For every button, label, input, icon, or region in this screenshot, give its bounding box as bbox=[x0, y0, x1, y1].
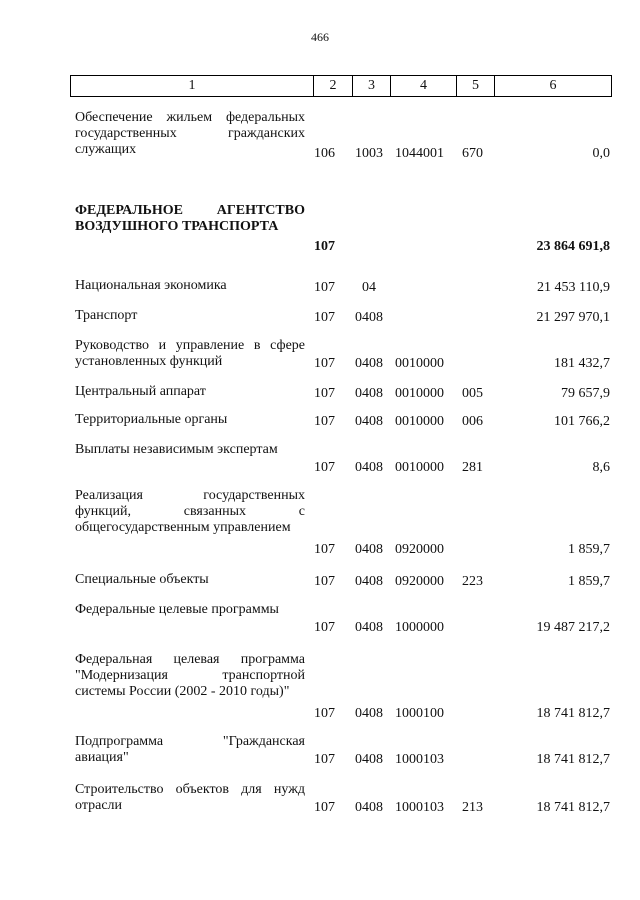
row-expense-type-code: 005 bbox=[462, 386, 483, 401]
row-section-code: 0408 bbox=[355, 356, 383, 371]
row-section-code: 0408 bbox=[355, 800, 383, 815]
row-gov-code: 107 bbox=[314, 414, 335, 429]
row-target-code: 0920000 bbox=[395, 542, 444, 557]
row-name: Национальная экономика bbox=[75, 278, 227, 293]
row-target-code: 1000100 bbox=[395, 706, 444, 721]
row-section-code: 0408 bbox=[355, 310, 383, 325]
row-section-code: 0408 bbox=[355, 414, 383, 429]
row-section-code: 0408 bbox=[355, 706, 383, 721]
row-gov-code: 107 bbox=[314, 752, 335, 767]
row-gov-code: 106 bbox=[314, 146, 335, 161]
row-gov-code: 107 bbox=[314, 706, 335, 721]
row-name: Территориальные органы bbox=[75, 412, 228, 427]
row-sum: 101 766,2 bbox=[554, 414, 610, 429]
row-name: Выплаты независимым экспертам bbox=[75, 442, 278, 457]
row-section-code: 0408 bbox=[355, 752, 383, 767]
header-col-4: 4 bbox=[391, 76, 457, 96]
row-section-code: 04 bbox=[362, 280, 376, 295]
row-expense-type-code: 223 bbox=[462, 574, 483, 589]
row-name: Реализация государственных функций, связанных с общегосударственным управлением bbox=[75, 488, 305, 535]
header-col-3: 3 bbox=[353, 76, 391, 96]
header-col-6: 6 bbox=[549, 78, 557, 93]
table-row bbox=[75, 442, 610, 476]
row-gov-code: 107 bbox=[314, 386, 335, 401]
row-gov-code: 107 bbox=[314, 239, 335, 254]
row-name: Специальные объекты bbox=[75, 572, 209, 587]
row-section-code: 0408 bbox=[355, 460, 383, 475]
table-row bbox=[75, 488, 610, 558]
row-target-code: 0010000 bbox=[395, 414, 444, 429]
row-target-code: 0010000 bbox=[395, 386, 444, 401]
row-gov-code: 107 bbox=[314, 574, 335, 589]
row-sum: 19 487 217,2 bbox=[536, 620, 610, 635]
row-gov-code: 107 bbox=[314, 542, 335, 557]
row-sum: 8,6 bbox=[592, 460, 610, 475]
row-sum: 79 657,9 bbox=[561, 386, 610, 401]
row-target-code: 1000103 bbox=[395, 800, 444, 815]
header-col-1: 1 bbox=[71, 76, 314, 96]
row-gov-code: 107 bbox=[314, 620, 335, 635]
table-row bbox=[75, 412, 610, 430]
table-header bbox=[70, 75, 612, 97]
row-name: Подпрограмма "Гражданская авиация" bbox=[75, 734, 305, 765]
row-sum: 181 432,7 bbox=[554, 356, 610, 371]
row-sum: 0,0 bbox=[592, 146, 610, 161]
row-name: Федеральные целевые программы bbox=[75, 602, 279, 617]
row-expense-type-code: 281 bbox=[462, 460, 483, 475]
row-sum: 18 741 812,7 bbox=[536, 706, 610, 721]
row-sum: 21 453 110,9 bbox=[537, 280, 610, 295]
row-sum: 21 297 970,1 bbox=[536, 310, 610, 325]
row-section-code: 0408 bbox=[355, 386, 383, 401]
row-gov-code: 107 bbox=[314, 280, 335, 295]
row-target-code: 1044001 bbox=[395, 146, 444, 161]
row-target-code: 0010000 bbox=[395, 356, 444, 371]
table-row bbox=[75, 384, 610, 402]
row-name: Строительство объектов для нужд отрасли bbox=[75, 782, 305, 813]
row-target-code: 1000000 bbox=[395, 620, 444, 635]
row-name: Обеспечение жильем федеральных государственных гражданских служащих bbox=[75, 110, 305, 157]
row-gov-code: 107 bbox=[314, 460, 335, 475]
row-gov-code: 107 bbox=[314, 800, 335, 815]
row-section-code: 1003 bbox=[355, 146, 383, 161]
row-sum: 18 741 812,7 bbox=[536, 800, 610, 815]
row-target-code: 1000103 bbox=[395, 752, 444, 767]
row-expense-type-code: 670 bbox=[462, 146, 483, 161]
table-row bbox=[75, 652, 610, 722]
row-target-code: 0010000 bbox=[395, 460, 444, 475]
table-row bbox=[75, 203, 610, 255]
row-sum: 23 864 691,8 bbox=[536, 239, 610, 254]
table-row bbox=[75, 278, 610, 296]
row-name: ФЕДЕРАЛЬНОЕ АГЕНТСТВО ВОЗДУШНОГО ТРАНСПОРТА bbox=[75, 203, 305, 234]
row-gov-code: 107 bbox=[314, 310, 335, 325]
row-expense-type-code: 213 bbox=[462, 800, 483, 815]
row-expense-type-code: 006 bbox=[462, 414, 483, 429]
row-name: Руководство и управление в сфере установленных функций bbox=[75, 338, 305, 369]
row-section-code: 0408 bbox=[355, 620, 383, 635]
table-row bbox=[75, 308, 610, 326]
header-col-5: 5 bbox=[457, 76, 495, 96]
row-target-code: 0920000 bbox=[395, 574, 444, 589]
row-section-code: 0408 bbox=[355, 542, 383, 557]
row-name: Федеральная целевая программа "Модернизация транспортной системы России (2002 - 2010 годы)" bbox=[75, 652, 305, 699]
row-gov-code: 107 bbox=[314, 356, 335, 371]
row-section-code: 0408 bbox=[355, 574, 383, 589]
row-sum: 18 741 812,7 bbox=[536, 752, 610, 767]
row-name: Центральный аппарат bbox=[75, 384, 206, 399]
table-row bbox=[75, 782, 610, 816]
table-row bbox=[75, 110, 610, 162]
row-sum: 1 859,7 bbox=[568, 542, 610, 557]
page-number: 466 bbox=[311, 30, 329, 44]
table-row bbox=[75, 602, 610, 636]
table-row bbox=[75, 734, 610, 768]
row-sum: 1 859,7 bbox=[568, 574, 610, 589]
row-name: Транспорт bbox=[75, 308, 138, 323]
table-row bbox=[75, 338, 610, 372]
table-row bbox=[75, 572, 610, 590]
header-col-2: 2 bbox=[314, 76, 353, 96]
